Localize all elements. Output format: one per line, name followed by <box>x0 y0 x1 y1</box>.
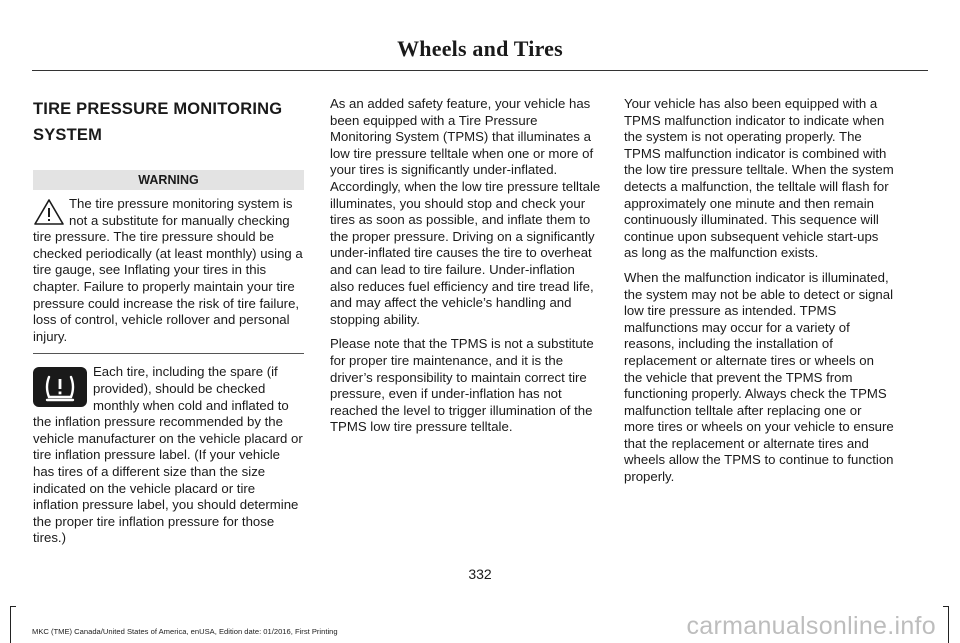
warning-triangle-icon <box>33 198 65 226</box>
page-header-title: Wheels and Tires <box>397 36 563 61</box>
header-divider <box>32 70 928 71</box>
warning-paragraph <box>33 196 304 345</box>
right-paragraph-2: When the malfunction indicator is illuminated, the system may not be able to detect or signal low tire pressure as intended. TPMS malfunctions may occur for a variety of reasons, including the installation of replacement or alternate tires or wheels on the vehicle that prevent the TPMS from functioning properly. Always check the TPMS malfunction telltale after replacing one or more tires or wheels on your vehicle to ensure that the replacement or alternate tires and wheels allow the TPMS to continue to function properly. <box>624 269 894 485</box>
warning-divider <box>33 353 304 354</box>
section-title-line1: TIRE PRESSURE MONITORING <box>33 100 283 118</box>
section-title <box>33 96 304 148</box>
warning-label: WARNING <box>33 170 304 190</box>
watermark: carmanualsonline.info <box>686 612 936 640</box>
crop-mark-left-horizontal <box>10 606 16 607</box>
right-paragraph-1: Your vehicle has also been equipped with a TPMS malfunction indicator to indicate when the system is not operating properly. The TPMS malfunction indicator is combined with the low tire pressure telltale. When the system detects a malfunction, the telltale will flash for approximately one minute and then remain continuously illuminated. This sequence will continue upon subsequent vehicle start-ups as long as the malfunction exists. <box>624 96 894 261</box>
column-right <box>624 96 895 494</box>
edition-footer: MKC (TME) Canada/United States of America, enUSA, Edition date: 01/2016, First Printing <box>32 627 338 636</box>
middle-paragraph-1: As an added safety feature, your vehicle has been equipped with a Tire Pressure Monitoring System (TPMS) that illuminates a low tire pressure telltale when one or more of your tires is significantly under-inflated. Accordingly, when the low tire pressure telltale illuminates, you should stop and check your tires as soon as possible, and inflate them to the proper pressure. Driving on a significantly under-inflated tire causes the tire to overheat and can lead to tire failure. Under-inflation also reduces fuel efficiency and tire tread life, and may affect the vehicle’s handling and stopping ability. <box>330 96 601 327</box>
middle-paragraph-2: Please note that the TPMS is not a substitute for proper tire maintenance, and it is the driver’s responsibility to maintain correct tire pressure, even if under-inflation has not reached the level to trigger illumination of the TPMS low tire pressure telltale. <box>330 336 594 435</box>
column-middle <box>330 96 601 444</box>
section-title-line2: SYSTEM <box>33 126 103 144</box>
crop-mark-left-vertical <box>10 606 11 643</box>
tire-pressure-telltale-icon <box>33 367 87 407</box>
warning-text: The tire pressure monitoring system is not a substitute for manually checking tire pressure. The tire pressure should be checked periodically (at least monthly) using a tire gauge, see Inflating your tires in this chapter. Failure to properly maintain your tire pressure could increase the risk of tire failure, loss of control, vehicle rollover and personal injury. <box>33 196 303 344</box>
crop-mark-right-vertical <box>948 606 949 643</box>
tpms-paragraph <box>33 364 304 547</box>
crop-mark-right-horizontal <box>943 606 949 607</box>
page-number: 332 <box>468 566 492 582</box>
tpms-text: Each tire, including the spare (if provided), should be checked monthly when cold and inflated to the inflation pressure recommended by the vehicle manufacturer on the vehicle placard or tire inflation pressure label. (If your vehicle has tires of a different size than the size indicated on the vehicle placard or tire inflation pressure label, you should determine the proper tire inflation pressure for those tires.) <box>33 364 303 546</box>
column-left <box>33 96 304 555</box>
